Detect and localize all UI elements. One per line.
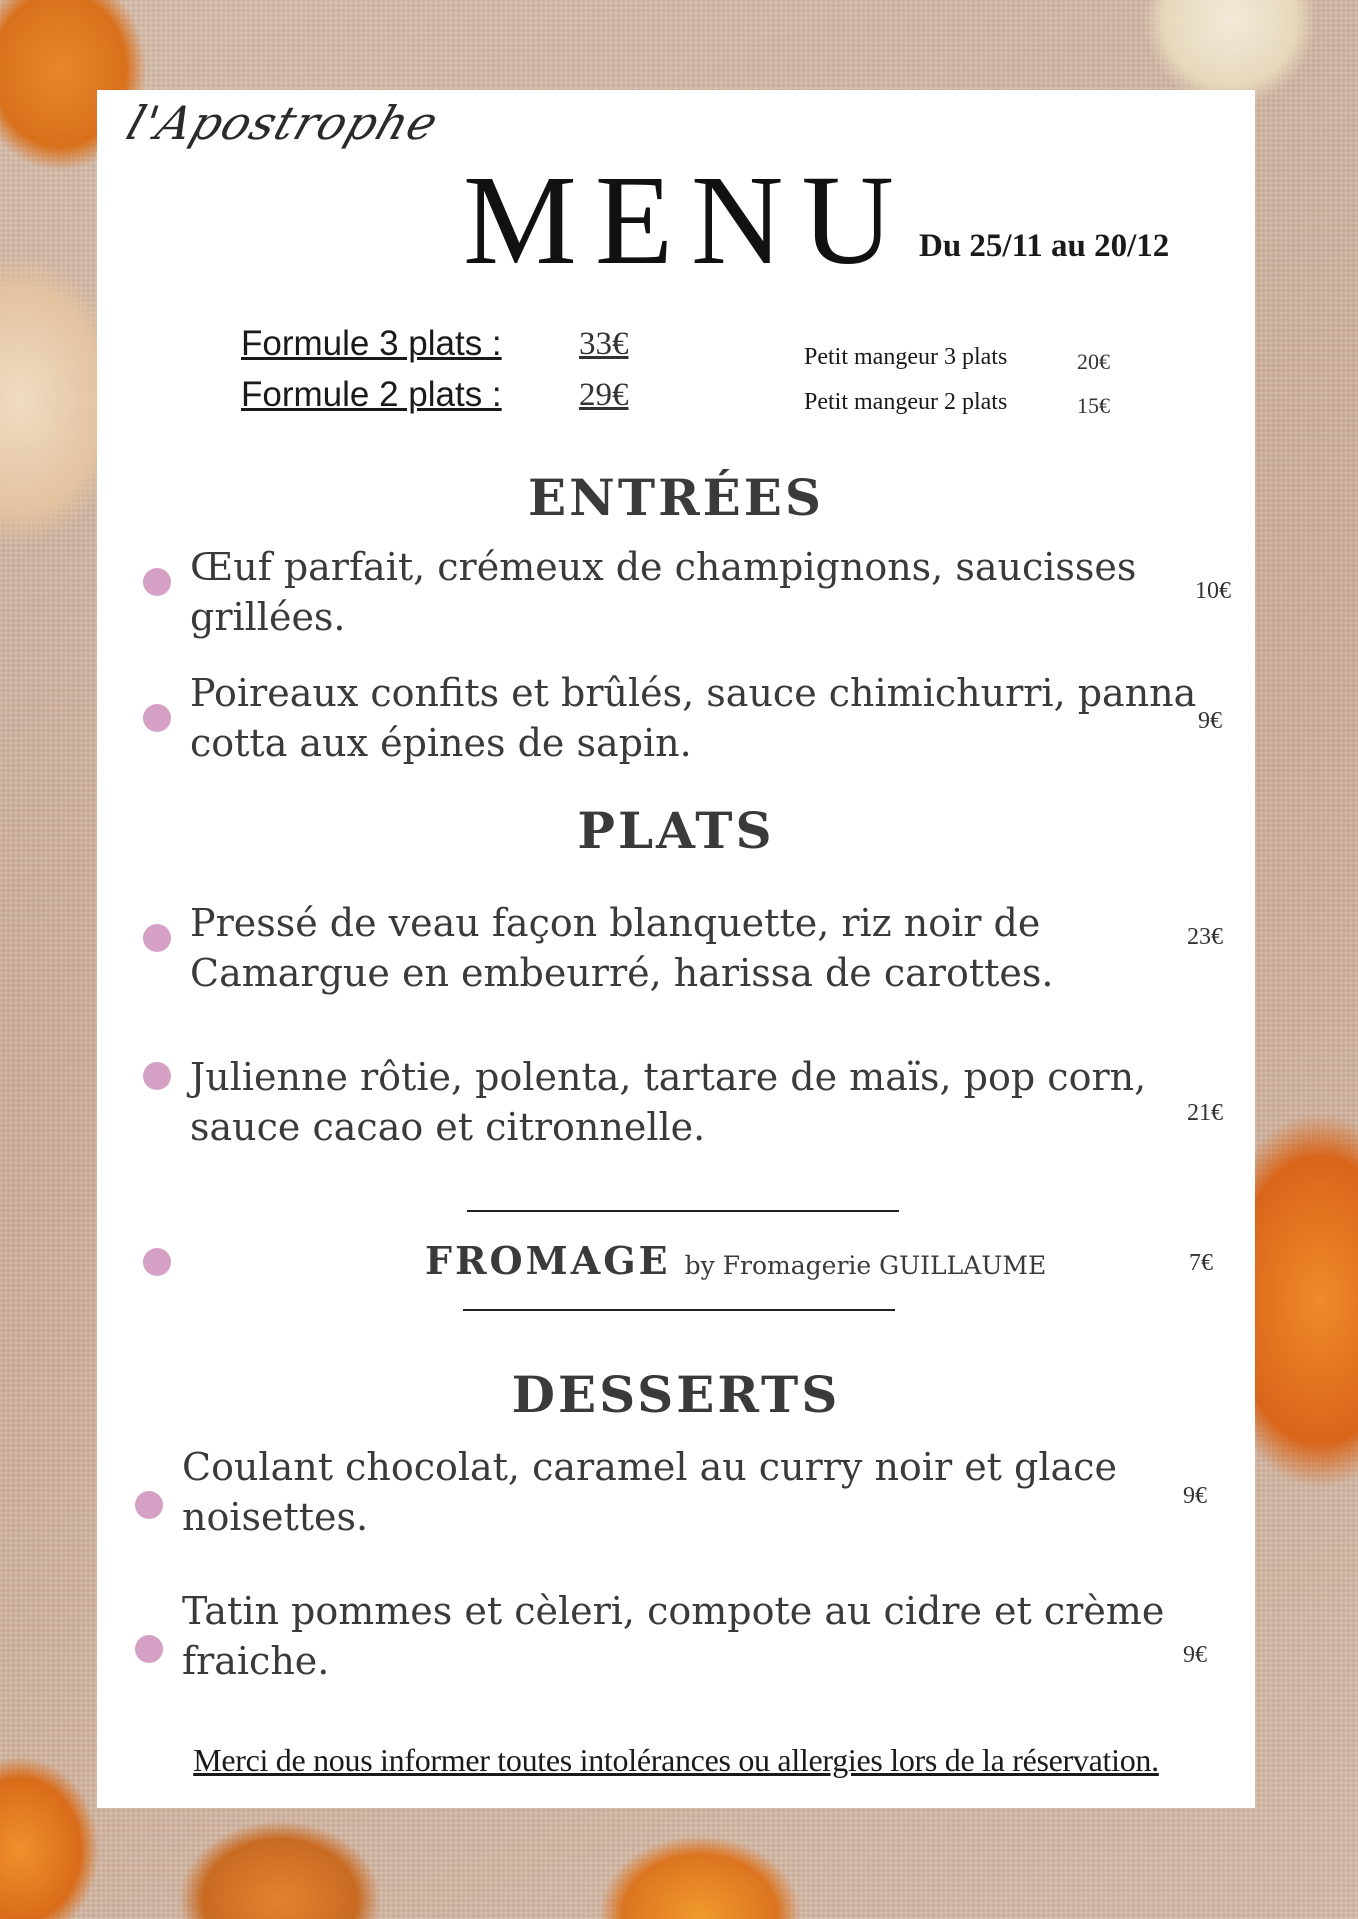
section-title-plats: PLATS: [577, 801, 775, 860]
dish-line: cotta aux épines de sapin.: [190, 721, 692, 765]
dish-dessert-2: [182, 1586, 1164, 1686]
divider: [467, 1210, 899, 1212]
dish-price: 10€: [1195, 578, 1231, 604]
petit-mangeur-3-price: 20€: [1077, 349, 1110, 374]
dish-line: Julienne rôtie, polenta, tartare de maïs, pop corn,: [190, 1055, 1147, 1099]
petit-mangeur-3-label: Petit mangeur 3 plats: [804, 344, 1008, 370]
bullet-icon: [143, 1248, 171, 1276]
dish-line: Œuf parfait, crémeux de champignons, saucisses: [190, 545, 1137, 589]
dish-line: fraiche.: [182, 1639, 330, 1683]
menu-sheet: [97, 90, 1255, 1808]
dish-line: sauce cacao et citronnelle.: [190, 1105, 706, 1149]
bullet-icon: [135, 1635, 163, 1663]
formula-3-price: 33€: [579, 326, 629, 362]
dish-plat-1: [190, 898, 1053, 998]
section-title-desserts: DESSERTS: [511, 1365, 841, 1424]
bullet-icon: [143, 568, 171, 596]
menu-title: MENU: [463, 149, 912, 291]
section-title-fromage: FROMAGE: [425, 1238, 671, 1283]
fromage-line: [425, 1238, 1046, 1283]
divider: [463, 1309, 895, 1311]
dish-price: 9€: [1183, 1483, 1207, 1509]
dish-line: grillées.: [190, 595, 346, 639]
bullet-icon: [143, 704, 171, 732]
dish-entree-1: [190, 542, 1136, 642]
fromage-supplier: by Fromagerie GUILLAUME: [684, 1251, 1047, 1280]
formula-2-label: Formule 2 plats :: [241, 375, 502, 414]
formula-2-price: 29€: [579, 377, 629, 413]
dish-plat-2: [190, 1052, 1146, 1152]
petit-mangeur-2-price: 15€: [1077, 393, 1110, 418]
dish-price: 9€: [1183, 1642, 1207, 1668]
dish-entree-2: [190, 668, 1196, 768]
bullet-icon: [135, 1491, 163, 1519]
restaurant-logo: l'Apostrophe: [120, 96, 446, 150]
formula-3-label: Formule 3 plats :: [241, 324, 502, 363]
dish-price: 9€: [1198, 708, 1222, 734]
dish-line: Poireaux confits et brûlés, sauce chimichurri, panna: [190, 671, 1197, 715]
petit-mangeur-2-label: Petit mangeur 2 plats: [804, 389, 1008, 415]
dish-line: noisettes.: [182, 1495, 369, 1539]
dish-dessert-1: [182, 1442, 1117, 1542]
dish-line: Pressé de veau façon blanquette, riz noir de: [190, 901, 1041, 945]
dish-price: 23€: [1187, 924, 1223, 950]
date-range: Du 25/11 au 20/12: [919, 228, 1170, 264]
bullet-icon: [143, 924, 171, 952]
allergy-note: Merci de nous informer toutes intolérances ou allergies lors de la réservation.: [193, 1742, 1159, 1778]
dish-line: Tatin pommes et cèleri, compote au cidre et crème: [182, 1589, 1165, 1633]
dish-line: Camargue en embeurré, harissa de carottes.: [190, 951, 1054, 995]
section-title-entrees: ENTRÉES: [528, 468, 824, 527]
bullet-icon: [143, 1062, 171, 1090]
dish-price: 21€: [1187, 1100, 1223, 1126]
dish-line: Coulant chocolat, caramel au curry noir et glace: [182, 1445, 1117, 1489]
dish-price: 7€: [1189, 1250, 1213, 1276]
